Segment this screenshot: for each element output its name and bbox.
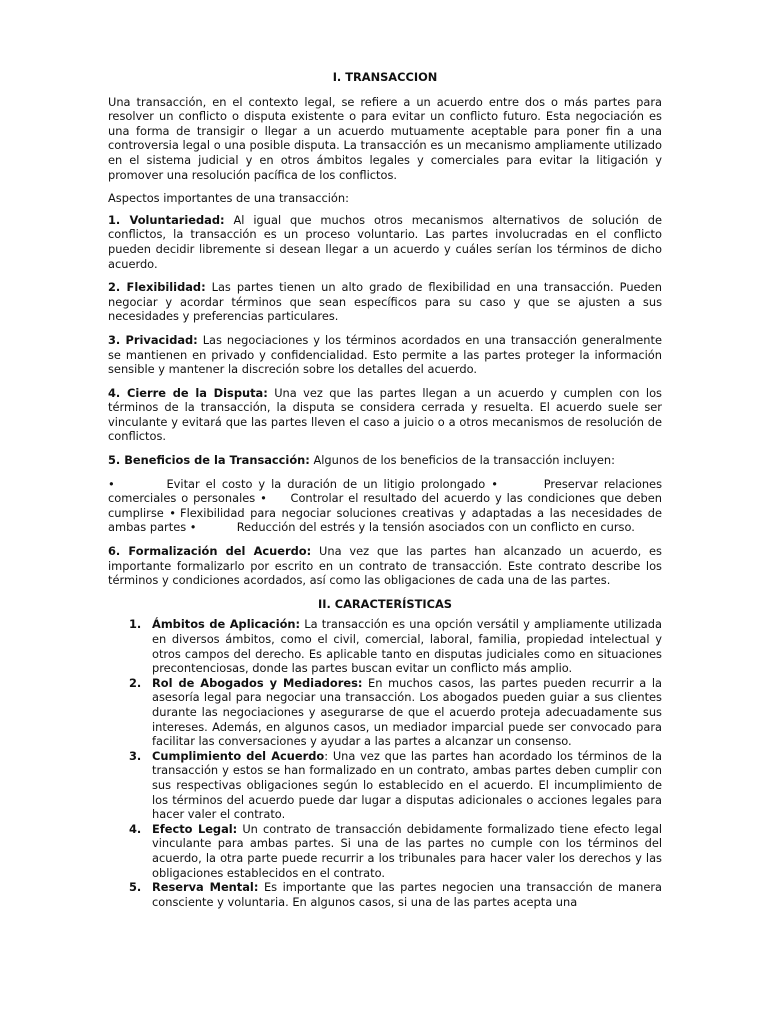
aspect-label: 1. Voluntariedad: [108, 212, 225, 227]
aspect-text: Las negociaciones y los términos acordados en una transacción generalmente se mantienen en privado y confidencialidad. Esto permite a las partes proteger la información sensible y mantener la discreción sobre los detalles del acuerdo. [108, 332, 662, 377]
bullet-icon: • [108, 476, 115, 491]
intro-paragraph: Una transacción, en el contexto legal, se refiere a un acuerdo entre dos o más partes para resolver un conflicto o disputa existente o para evitar un conflicto futuro. Esta negociación es una forma de transigir o llegar a un acuerdo mutuamente aceptable para poner fin a una controversia legal o una posible disputa. La transacción es un mecanismo ampliamente utilizado en el sistema judicial y en otros ámbitos legales y comerciales para evitar la litigación y promover una resolución pacífica de los conflictos. [108, 94, 662, 182]
aspect-text: Al igual que muchos otros mecanismos alternativos de solución de conflictos, la transacción es un proceso voluntario. Las partes involucradas en el conflicto pueden decidir libremente si desean llegar a un acuerdo y cuáles serían los términos de dicho acuerdo. [108, 212, 662, 271]
item-label: Cumplimiento del Acuerdo [152, 748, 325, 763]
item-text: Es importante que las partes negocien una transacción de manera consciente y voluntaria. En algunos casos, si una de las partes acepta una [152, 880, 662, 909]
item-label: Efecto Legal: [152, 821, 238, 836]
aspect-paragraph [108, 280, 662, 324]
aspect-text: Una vez que las partes han alcanzado un acuerdo, es importante formalizarlo por escrito en un contrato de transacción. Este contrato describe los términos y condiciones acordados, así como las obligaciones de cada una de las partes. [108, 544, 662, 588]
aspect-label: 4. Cierre de la Disputa: [108, 385, 268, 400]
aspect-text: Las partes tienen un alto grado de flexibilidad en una transacción. Pueden negociar y acordar términos que sean específicos para su caso y que se ajusten a sus necesidades y preferencias particulares. [108, 280, 662, 324]
item-text: : Una vez que las partes han acordado los términos de la transacción y estos se han formalizado en un contrato, ambas partes deben cumplir con sus respectivas obligaciones según lo establecido en el acuerdo. El incumplimiento de los términos del acuerdo puede dar lugar a disputas adicionales o acciones legales para hacer valer el contrato. [152, 748, 662, 822]
aspect-label: 2. Flexibilidad: [108, 280, 206, 295]
bullet-icon: • [260, 491, 267, 506]
item-label: Ámbitos de Aplicación: [152, 617, 301, 632]
aspect-paragraph [108, 213, 662, 271]
benefit-item: Evitar el costo y la duración de un litigio prolongado [166, 476, 486, 491]
aspect-text: Una vez que las partes llegan a un acuerdo y cumplen con los términos de la transacción, la disputa se considera cerrada y resuelta. El acuerdo suele ser vinculante y evitará que las partes lleven el caso a juicio o a otros mecanismos de resolución de conflictos. [108, 385, 662, 444]
aspect-paragraph [108, 386, 662, 444]
list-item [108, 749, 662, 822]
aspect-label: 5. Beneficios de la Transacción: [108, 453, 310, 468]
item-text: En muchos casos, las partes pueden recurrir a la asesoría legal para negociar una transacción. Los abogados pueden guiar a sus clientes durante las negociaciones y asegurarse de que el acuerdo proteja adecuadamente sus intereses. Además, en algunos casos, un mediador imparcial puede ser convocado para facilitar las conversaciones y ayudar a las partes a alcanzar un consenso. [152, 675, 662, 749]
section-title-caracteristicas: II. CARACTERÍSTICAS [317, 596, 453, 611]
aspect-text: Algunos de los beneficios de la transacción incluyen: [309, 453, 615, 468]
aspect-paragraph [108, 333, 662, 377]
item-number: 5. [129, 880, 142, 895]
benefit-item: Reducción del estrés y la tensión asociados con un conflicto en curso. [236, 520, 635, 535]
benefit-item: Flexibilidad para negociar soluciones creativas y adaptadas a las necesidades de ambas partes [108, 505, 663, 535]
item-number: 4. [129, 821, 142, 836]
list-item [108, 676, 662, 749]
list-item [108, 822, 662, 880]
item-number: 2. [129, 675, 142, 690]
bullet-icon: • [491, 476, 498, 491]
benefit-item: Preservar relaciones comerciales o personales [108, 476, 663, 506]
aspects-intro: Aspectos importantes de una transacción: [108, 191, 349, 206]
bullet-icon: • [169, 505, 177, 520]
item-text: La transacción es una opción versátil y ampliamente utilizada en diversos ámbitos, como el civil, comercial, laboral, familia, propiedad intelectual y otros campos del derecho. Es aplicable tanto en disputas judiciales como en situaciones precontenciosas, donde las partes buscan evitar un conflicto más amplio. [152, 617, 662, 676]
bullet-icon: • [189, 520, 197, 535]
list-item [108, 617, 662, 675]
benefits-list [108, 477, 662, 535]
characteristics-list [108, 617, 662, 909]
item-label: Reserva Mental: [152, 880, 259, 895]
item-number: 3. [129, 748, 142, 763]
item-number: 1. [129, 617, 142, 632]
list-item [108, 880, 662, 909]
aspect-paragraph [108, 544, 662, 588]
aspect-paragraph [108, 453, 662, 468]
item-text: Un contrato de transacción debidamente formalizado tiene efecto legal vinculante para ambas partes. Si una de las partes no cumple con los términos del acuerdo, la otra parte puede recurrir a los tribunales para hacer valer los derechos y las obligaciones establecidos en el contrato. [152, 821, 663, 880]
section-title-transaccion: I. TRANSACCION [332, 70, 438, 84]
aspect-label: 6. Formalización del Acuerdo: [108, 544, 312, 559]
item-label: Rol de Abogados y Mediadores: [152, 675, 363, 690]
aspect-label: 3. Privacidad: [108, 332, 198, 347]
benefit-item: Controlar el resultado del acuerdo y las condiciones que deben cumplirse [108, 491, 663, 520]
